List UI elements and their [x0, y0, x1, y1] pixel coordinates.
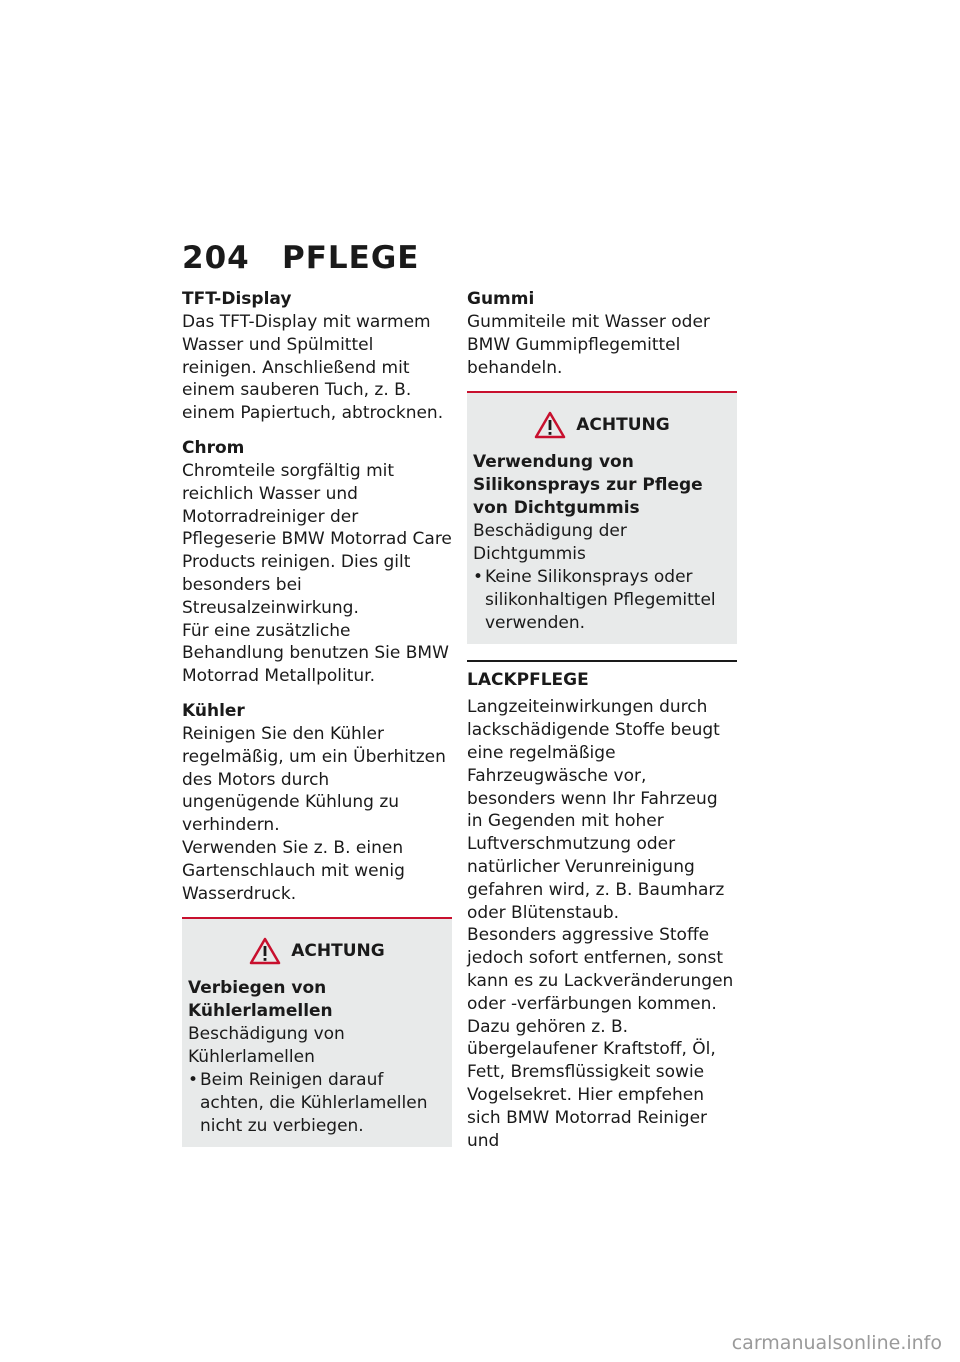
heading-gummi: Gummi — [467, 289, 535, 309]
warning-header — [188, 937, 446, 965]
section-tft — [182, 288, 452, 425]
watermark-text: carmanualsonline.info — [731, 1332, 942, 1354]
text-lack-1: Langzeiteinwirkungen durch lackschädigende Stoffe beugt eine regelmäßige Fahrzeugwäsche vor, besonders wenn Ihr Fahrzeug in Gegenden mit hoher Luftverschmutzung oder natürlicher Verunreinigung gefahren wird, z. B. Baumharz oder Blütenstaub. — [467, 697, 725, 923]
warning-triangle-icon — [534, 411, 566, 439]
heading-chrom: Chrom — [182, 437, 245, 458]
text-tft: Das TFT-Display mit warmem Wasser und Spülmittel reinigen. Anschließend mit einem sauberen Tuch, z. B. einem Papiertuch, abtrocknen. — [182, 312, 444, 424]
warning-box-gummi — [467, 391, 737, 644]
text-kuehler-2: Verwenden Sie z. B. einen Gartenschlauch mit wenig Wasserdruck. — [182, 837, 405, 904]
right-column — [467, 288, 737, 1164]
bullet-dot: • — [188, 1069, 199, 1090]
warning-title: Verwendung von Silikonsprays zur Pflege von Dichtgummis — [473, 452, 703, 519]
section-gummi — [467, 288, 737, 379]
heading-lackpflege: LACKPFLEGE — [467, 660, 737, 692]
text-chrom-2: Für eine zusätzliche Behandlung benutzen Sie BMW Motorrad Metallpolitur. — [182, 620, 449, 687]
warning-triangle-icon — [249, 937, 281, 965]
heading-kuehler: Kühler — [182, 700, 245, 721]
page-header — [182, 240, 419, 276]
section-chrom — [182, 437, 452, 688]
text-gummi: Gummiteile mit Wasser oder BMW Gummipflegemittel behandeln. — [467, 312, 710, 378]
warning-consequence: Beschädigung der Dichtgummis — [473, 521, 627, 565]
warning-bullet — [473, 566, 731, 634]
page-number: 204 — [182, 240, 250, 276]
warning-box-kuehler — [182, 917, 452, 1147]
warning-consequence: Beschädigung von Kühlerlamellen — [188, 1024, 345, 1068]
text-lack-2: Besonders aggressive Stoffe jedoch sofort entfernen, sonst kann es zu Lackveränderungen oder -verfärbungen kommen. Dazu gehören z. B. übergelaufener Kraftstoff, Öl, Fett, Bremsflüssigkeit sowie Vogelsekret. Hier empfehen sich BMW Motorrad Reiniger und — [467, 925, 734, 1151]
warning-bullet — [188, 1069, 446, 1137]
warning-title: Verbiegen von Kühlerlamellen — [188, 978, 333, 1022]
heading-tft: TFT-Display — [182, 289, 292, 309]
warning-bullet-text: Beim Reinigen darauf achten, die Kühlerlamellen nicht zu verbiegen. — [200, 1069, 428, 1136]
section-lackpflege — [467, 660, 737, 1152]
warning-label: ACHTUNG — [576, 415, 670, 436]
left-column — [182, 288, 452, 1163]
warning-header — [473, 411, 731, 439]
text-chrom-1: Chromteile sorgfältig mit reichlich Wasser und Motorradreiniger der Pflegeserie BMW Motorrad Care Products reinigen. Dies gilt besonders bei Streusalzeinwirkung. — [182, 460, 452, 618]
text-kuehler-1: Reinigen Sie den Kühler regelmäßig, um ein Überhitzen des Motors durch ungenügende Kühlung zu verhindern. — [182, 723, 446, 836]
warning-label: ACHTUNG — [291, 941, 385, 962]
section-kuehler — [182, 700, 452, 905]
bullet-dot: • — [473, 566, 484, 587]
page-title: PFLEGE — [282, 240, 420, 276]
warning-bullet-text: Keine Silikonsprays oder silikonhaltigen Pflegemittel verwenden. — [485, 566, 716, 633]
